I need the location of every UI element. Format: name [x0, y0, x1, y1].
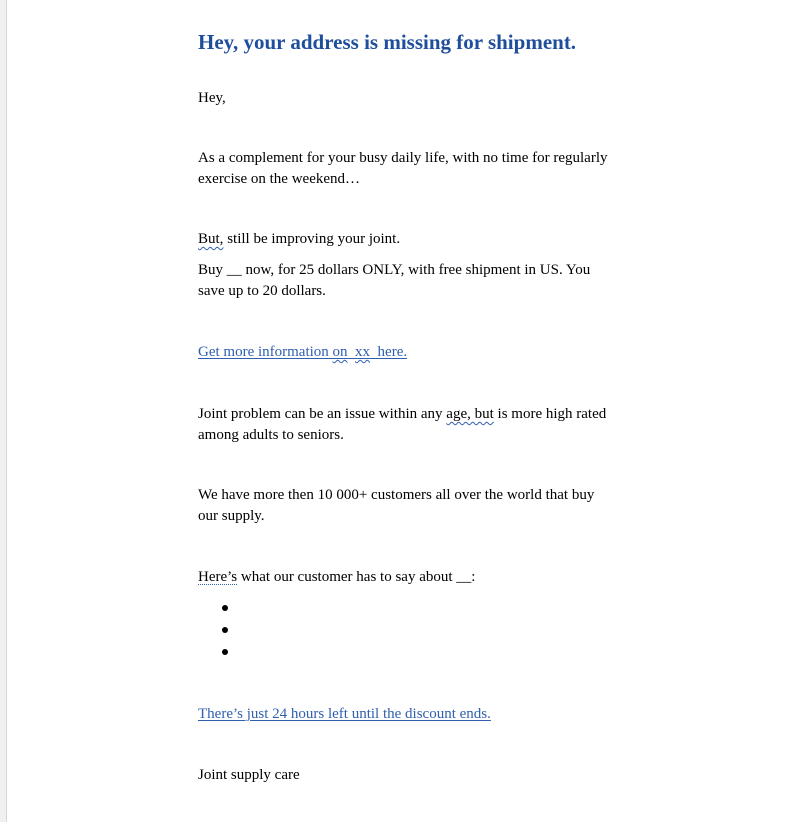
testimonial-intro-rest: what our customer has to say about __: — [237, 569, 476, 585]
bullet-item — [198, 598, 258, 620]
bullet-dot — [222, 649, 228, 655]
bullet-dot — [222, 627, 228, 633]
offer-paragraph: Buy __ now, for 25 dollars ONLY, with free shipment in US. You save up to 20 dollars. — [198, 262, 591, 299]
intro-paragraph: As a complement for your busy daily life, with no time for regularly exercise on the weekend… — [198, 150, 608, 187]
info-paragraph — [198, 342, 618, 363]
but-paragraph — [198, 229, 618, 250]
more-info-link[interactable] — [198, 344, 407, 360]
bullet-dot — [222, 605, 228, 611]
customers-paragraph: We have more then 10 000+ customers all over the world that buy our supply. — [198, 487, 595, 524]
discount-link[interactable]: There’s just 24 hours left until the discount ends. — [198, 706, 491, 722]
bullet-item — [198, 620, 258, 642]
page-left-edge — [0, 0, 7, 822]
joint-problem-pre: Joint problem can be an issue within any — [198, 406, 447, 422]
link-part-on: on — [332, 344, 348, 360]
link-part-pre: Get more information — [198, 344, 333, 360]
bullet-item — [198, 642, 258, 664]
testimonial-bullet-list — [198, 598, 258, 664]
but-paragraph-rest: still be improving your joint. — [223, 231, 401, 247]
joint-problem-post: is more high rated among adults to seniors. — [198, 406, 607, 443]
link-part-post: here. — [370, 344, 408, 360]
spellcheck-mark-but: But, — [198, 231, 224, 247]
link-part-gap — [348, 344, 356, 360]
email-title: Hey, your address is missing for shipment. — [198, 30, 577, 54]
testimonial-intro — [198, 567, 618, 588]
greeting: Hey, — [198, 90, 226, 106]
discount-paragraph — [198, 704, 618, 725]
grammar-mark-heres: Here’s — [198, 569, 238, 585]
link-part-xx: xx — [355, 344, 371, 360]
signature: Joint supply care — [198, 767, 300, 783]
joint-problem-paragraph — [198, 404, 618, 446]
grammar-mark-age-but: age, but — [446, 406, 494, 422]
